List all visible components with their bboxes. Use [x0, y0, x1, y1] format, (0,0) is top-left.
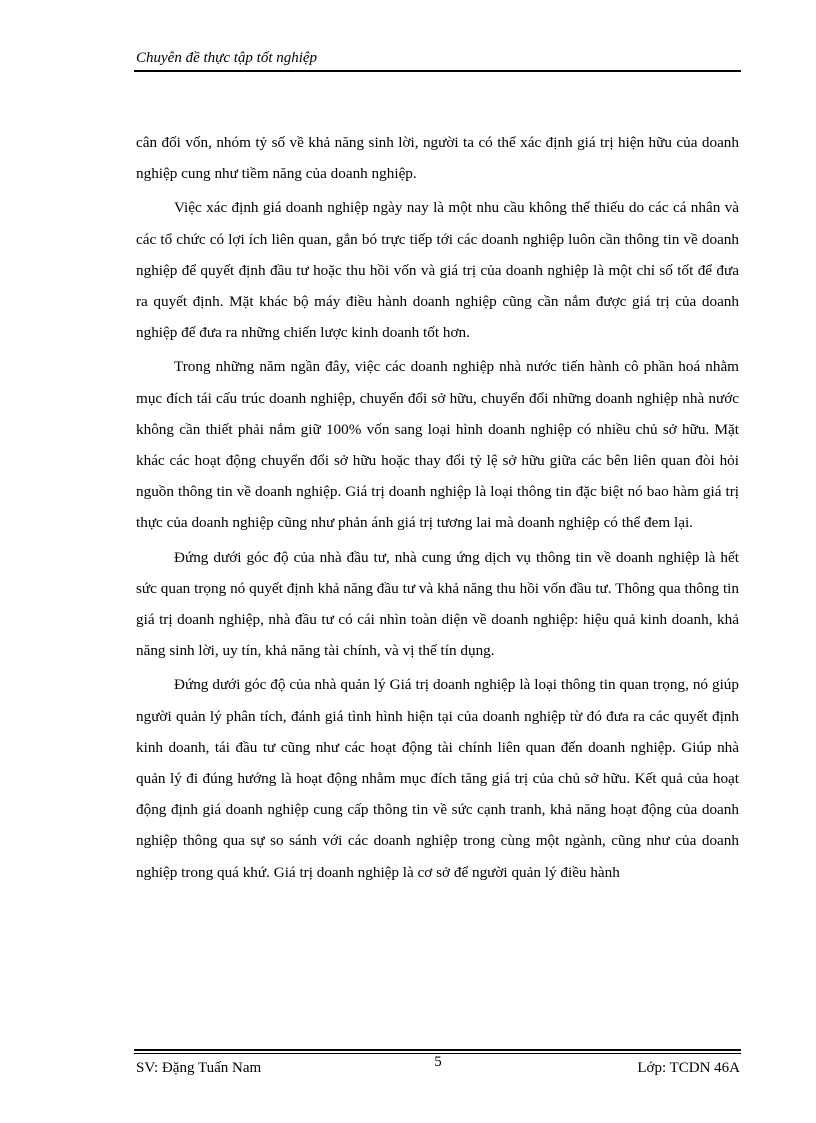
paragraph-5: Đứng dưới góc độ của nhà quản lý Giá trị doanh nghiệp là loại thông tin quan trọng, nó giúp người quản lý phân tích, đánh giá tình hình hiện tại của doanh nghiệp từ đó đưa ra các quyết định kinh doanh, tái đầu tư cũng như các hoạt động tài chính liên quan đến doanh nghiệp. Giúp nhà quản lý đi đúng hướng là hoạt động nhằm mục đích tăng giá trị của chủ sở hữu. Kết quả của hoạt động định giá doanh nghiệp cung cấp thông tin về sức cạnh tranh, khả năng hoạt động của doanh nghiệp thông qua sự so sánh với các doanh nghiệp trong cùng một ngành, cũng như của doanh nghiệp trong quá khứ. Giá trị doanh nghiệp là cơ sở để người quản lý điều hành [136, 676, 739, 881]
paragraph-1: cân đối vốn, nhóm tỷ số về khả năng sinh lời, người ta có thể xác định giá trị hiện hữu của doanh nghiệp cung như tiềm năng của doanh nghiệp. [136, 134, 739, 183]
paragraph-4: Đứng dưới góc độ của nhà đầu tư, nhà cung ứng dịch vụ thông tin về doanh nghiệp là hết sức quan trọng nó quyết định khả năng đầu tư và khả năng thu hồi vốn đầu tư. Thông qua thông tin giá trị doanh nghiệp, nhà đầu tư có cái nhìn toàn diện về doanh nghiệp: hiệu quả kinh doanh, khả năng sinh lời, uy tín, khả năng tài chính, và vị thế tín dụng. [136, 548, 739, 660]
header-rule [134, 70, 741, 72]
document-body [136, 127, 739, 891]
running-footer [136, 1055, 740, 1077]
student-name: SV: Đặng Tuấn Nam [136, 1060, 262, 1076]
paragraph-2: Việc xác định giá doanh nghiệp ngày nay là một nhu cầu không thể thiếu do các cá nhân và các tổ chức có lợi ích liên quan, gắn bó trực tiếp tới các doanh nghiệp luôn cần thông tin về doanh nghiệp để quyết định đầu tư hoặc thu hồi vốn và giá trị của doanh nghiệp là một chỉ số tốt để đưa ra quyết định. Mặt khác bộ máy điều hành doanh nghiệp cũng cần nắm được giá trị của doanh nghiệp để đưa ra những chiến lược kinh doanh tốt hơn. [136, 199, 739, 342]
running-header: Chuyên đề thực tập tốt nghiệp [136, 50, 318, 66]
class-label: Lớp: TCDN 46A [637, 1060, 740, 1076]
page-number: 5 [434, 1054, 442, 1070]
paragraph-3: Trong những năm ngần đây, việc các doanh nghiệp nhà nước tiến hành cô phần hoá nhằm mục đích tái cấu trúc doanh nghiệp, chuyển đổi sở hữu, chuyển đổi những doanh nghiệp nhà nước không cần thiết phải nắm giữ 100% vốn sang loại hình doanh nghiệp có nhiều chủ sở hữu. Mặt khác các hoạt động chuyển đổi sở hữu hoặc thay đổi tỷ lệ sở hữu giữa các bên liên quan đòi hỏi nguồn thông tin về doanh nghiệp. Giá trị doanh nghiệp là loại thông tin đặc biệt nó bao hàm giá trị thực của doanh nghiệp cũng như phản ánh giá trị tương lai mà doanh nghiệp có thể đem lại. [136, 358, 739, 532]
